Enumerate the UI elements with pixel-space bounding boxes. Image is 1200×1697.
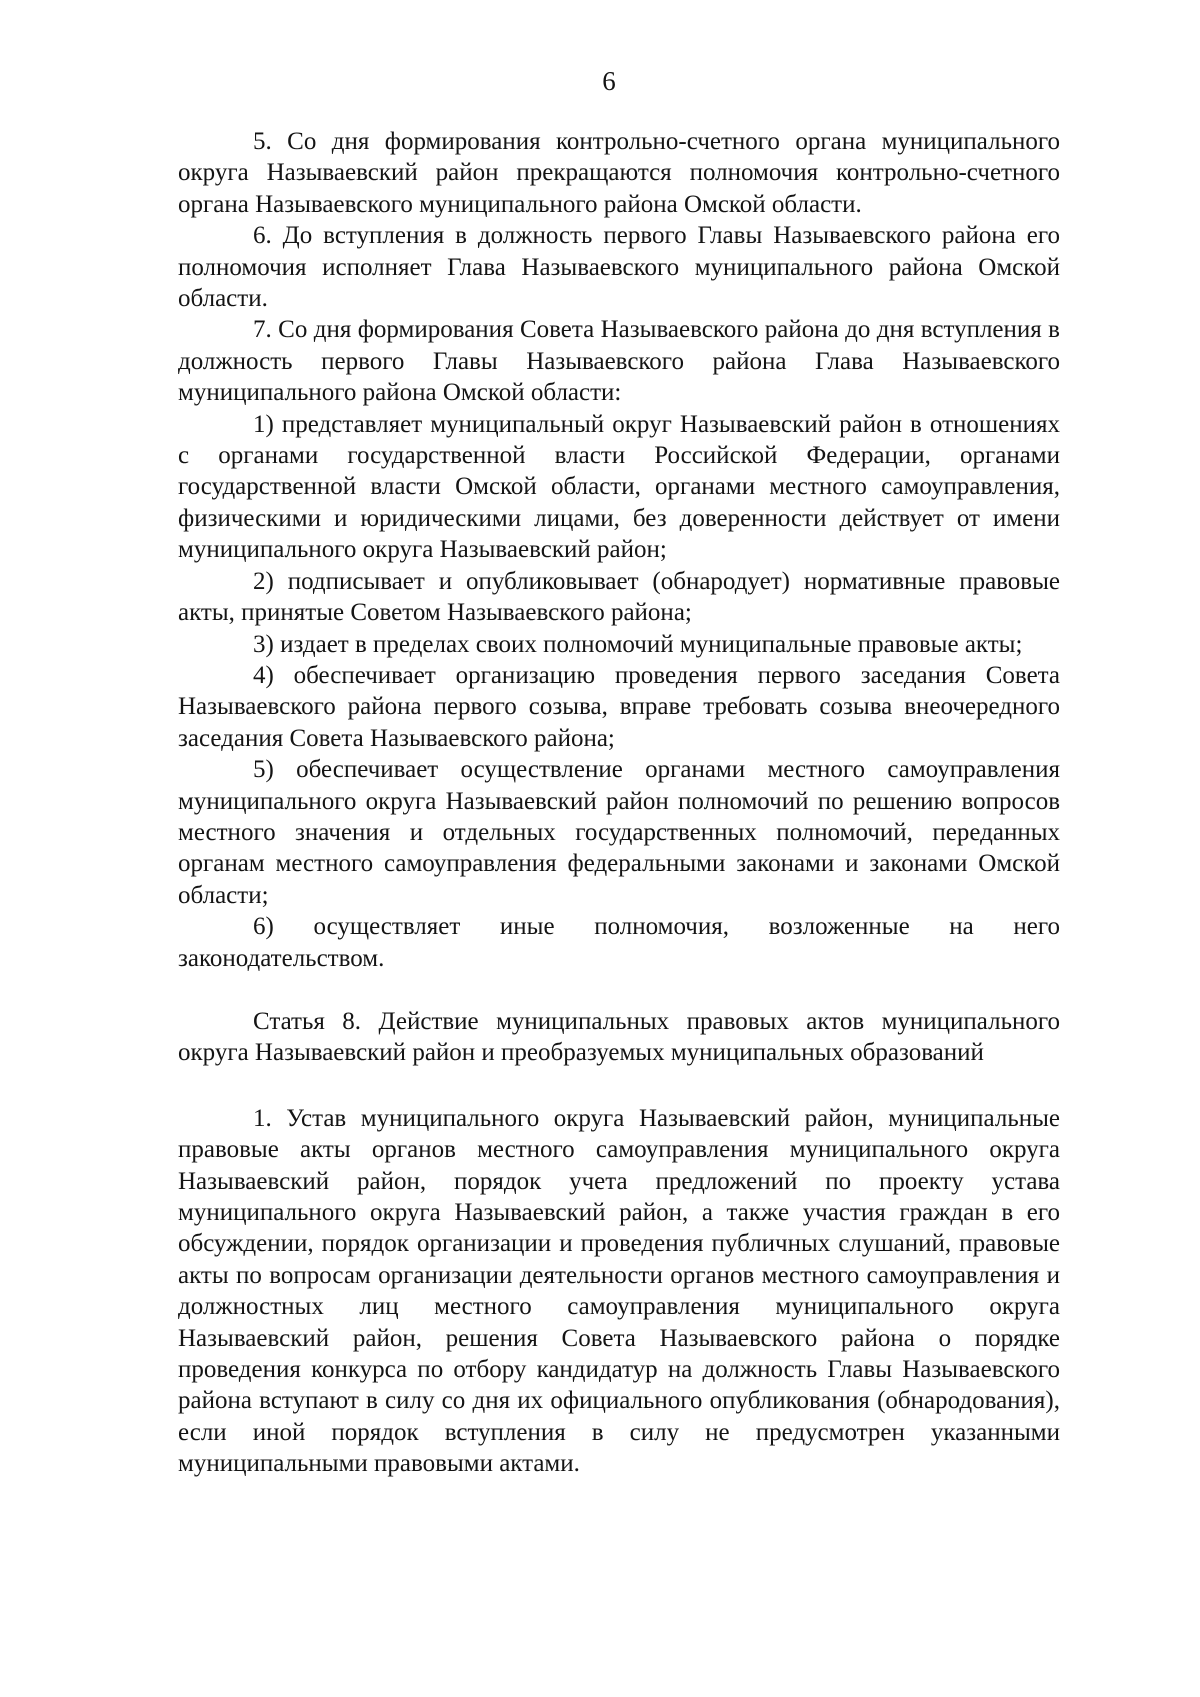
list-item-2: 2) подписывает и опубликовывает (обнародует) нормативные правовые акты, принятые Советом Называевского района;: [178, 567, 1060, 627]
page-number: 6: [602, 66, 616, 96]
list-item-1: 1) представляет муниципальный округ Называевский район в отношениях с органами государственной власти Российской Федерации, органами государственной власти Омской области, органами местного самоуправления, физическими и юридическими лицами, без доверенности действует от имени муниципального округа Называевский район;: [178, 410, 1060, 564]
list-item-6: 6) осуществляет иные полномочия, возложенные на него законодательством.: [178, 913, 1060, 972]
paragraph-clause-5: 5. Со дня формирования контрольно-счетного органа муниципального округа Называевский район прекращаются полномочия контрольно-счетного органа Называевского муниципального района Омской области.: [178, 128, 1060, 218]
article-8-heading: Статья 8. Действие муниципальных правовых актов муниципального округа Называевский район и преобразуемых муниципальных образований: [178, 1007, 1060, 1067]
paragraph-clause-7: 7. Со дня формирования Совета Называевского района до дня вступления в должность первого Главы Называевского района Глава Называевского муниципального района Омской области:: [178, 316, 1060, 407]
document-body: [178, 126, 1060, 1480]
paragraph-clause-6: 6. До вступления в должность первого Главы Называевского района его полномочия исполняет Глава Называевского муниципального района Омской области.: [178, 222, 1060, 313]
list-item-4: 4) обеспечивает организацию проведения первого заседания Совета Называевского района первого созыва, вправе требовать созыва внеочередного заседания Совета Называевского района;: [178, 661, 1060, 752]
list-item-5: 5) обеспечивает осуществление органами местного самоуправления муниципального округа Называевский район полномочий по решению вопросов местного значения и отдельных государственных полномочий, переданных органам местного самоуправления федеральными законами и законами Омской области;: [178, 756, 1060, 909]
list-item-3: 3) издает в пределах своих полномочий муниципальные правовые акты;: [253, 630, 1023, 658]
article-8-paragraph-1: 1. Устав муниципального округа Называевский район, муниципальные правовые акты органов местного самоуправления муниципального округа Называевский район, порядок учета предложений по проекту устава муниципального округа Называевский район, а также участия граждан в его обсуждении, порядок организации и проведения публичных слушаний, правовые акты по вопросам организации деятельности органов местного самоуправления и должностных лиц местного самоуправления муниципального округа Называевский район, решения Совета Называевского района о порядке проведения конкурса по отбору кандидатур на должность Главы Называевского района вступают в силу со дня их официального опубликования (обнародования), если иной порядок вступления в силу не предусмотрен указанными муниципальными правовыми актами.: [178, 1104, 1060, 1478]
